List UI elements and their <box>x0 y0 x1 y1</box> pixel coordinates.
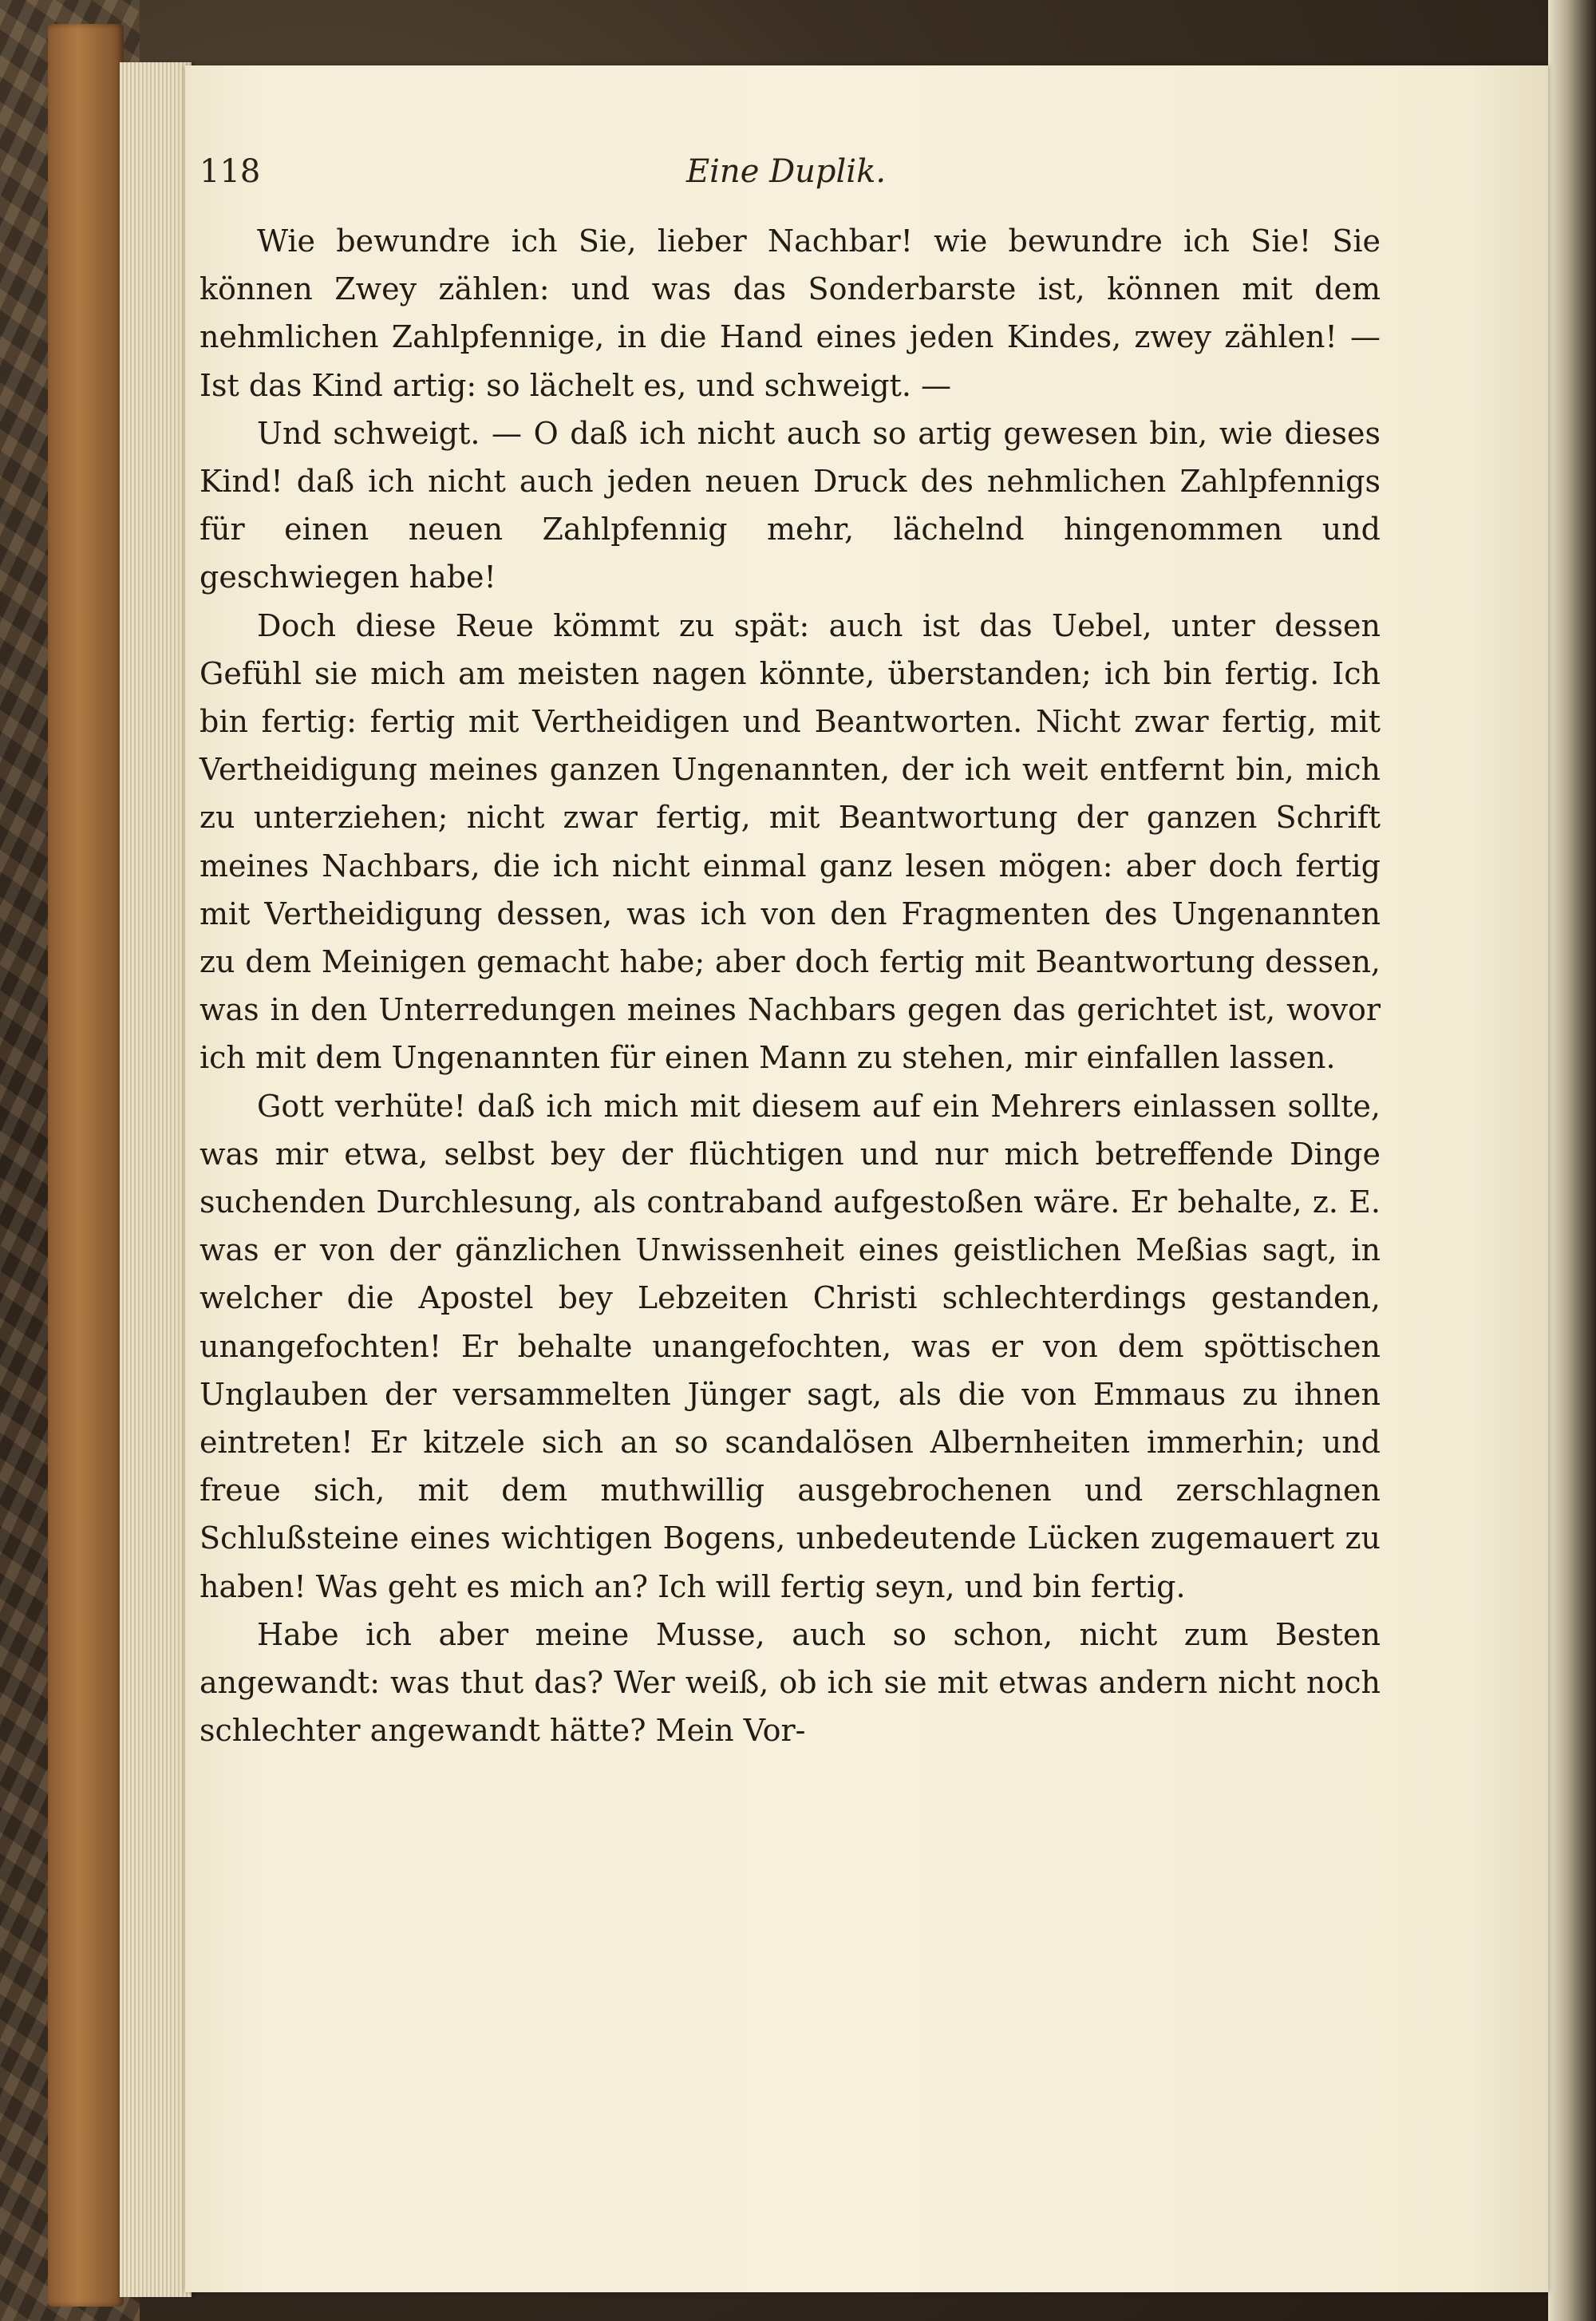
page-body <box>200 217 1381 1755</box>
page-header <box>200 153 1373 201</box>
paragraph: Habe ich aber meine Musse, auch so schon, nicht zum Besten angewandt: was thut das? Wer weiß, ob ich sie mit etwas andern nicht noch schlechter angewandt hätte? Mein Vor- <box>200 1616 1381 1749</box>
running-title: Eine Duplik. <box>685 153 887 190</box>
page-stack-edges <box>120 62 192 2297</box>
paragraph: Wie bewundre ich Sie, lieber Nachbar! wie bewundre ich Sie! Sie können Zwey zählen: und was das Sonderbarste ist, können mit dem nehmlichen Zahlpfennige, in die Hand eines jeden Kindes, zwey zählen! — Ist das Kind artig: so lächelt es, und schweigt. — <box>200 223 1381 403</box>
paragraph: Gott verhüte! daß ich mich mit diesem auf ein Mehrers einlassen sollte, was mir etwa, selbst bey der flüchtigen und nur mich betreffende Dinge suchenden Durchlesung, als contraband aufgestoßen wäre. Er behalte, z. E. was er von der gänzlichen Unwissenheit eines geistlichen Meßias sagt, in welcher die Apostel bey Lebzeiten Christi schlechterdings gestanden, unangefochten! Er behalte unangefochten, was er von dem spöttischen Unglauben der versammelten Jünger sagt, als die von Emmaus zu ihnen eintreten! Er kitzele sich an so scandalösen Albernheiten immerhin; und freue sich, mit dem muthwillig ausgebrochenen und zerschlagnen Schlußsteine eines wichtigen Bogens, unbedeutende Lücken zugemauert zu haben! Was geht es mich an? Ich will fertig seyn, und bin fertig. <box>200 1088 1381 1604</box>
paragraph: Doch diese Reue kömmt zu spät: auch ist das Uebel, unter dessen Gefühl sie mich am meisten nagen könnte, überstanden; ich bin fertig. Ich bin fertig: fertig mit Vertheidigen und Beantworten. Nicht zwar fertig, mit Vertheidigung meines ganzen Ungenannten, der ich weit entfernt bin, mich zu unterziehen; nicht zwar fertig, mit Beantwortung der ganzen Schrift meines Nachbars, die ich nicht einmal ganz lesen mögen: aber doch fertig mit Vertheidigung dessen, was ich von den Fragmenten des Ungenannten zu dem Meinigen gemacht habe; aber doch fertig mit Beantwortung dessen, was in den Unterredungen meines Nachbars gegen das gerichtet ist, wovor ich mit dem Ungenannten für einen Mann zu stehen, mir einfallen lassen. <box>200 607 1381 1076</box>
paragraph: Und schweigt. — O daß ich nicht auch so artig gewesen bin, wie dieses Kind! daß ich nicht auch jeden neuen Druck des nehmlichen Zahlpfennigs für einen neuen Zahlpfennig mehr, lächelnd hingenommen und geschwiegen habe! <box>200 415 1381 595</box>
leather-corner <box>48 24 124 2307</box>
page-number: 118 <box>200 153 261 190</box>
right-binding-edge <box>1548 0 1596 2321</box>
